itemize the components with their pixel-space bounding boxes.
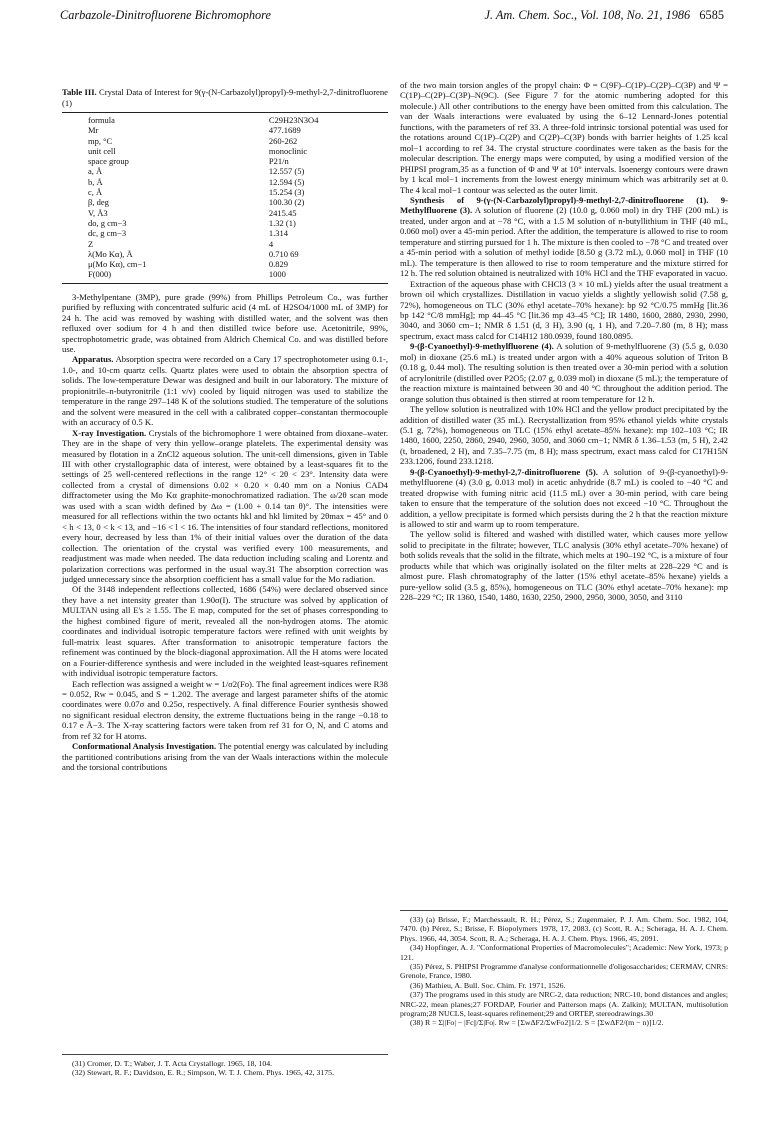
property-name: μ(Mo Kα), cm−1 xyxy=(88,259,147,270)
page-number: 6585 xyxy=(699,8,724,22)
table-row xyxy=(62,208,388,218)
property-name: formula xyxy=(88,115,115,125)
property-name: F(000) xyxy=(88,269,112,280)
property-value: 1000 xyxy=(268,269,286,280)
ref-31: (31) Cromer, D. T.; Waber, J. T. Acta Crystallogr. 1965, 18, 104. xyxy=(72,1059,273,1068)
property-name: a, Å xyxy=(88,166,103,177)
para-apparatus xyxy=(62,354,388,427)
table-row xyxy=(62,218,388,228)
table-caption-label: Table III. xyxy=(62,87,97,97)
table-row xyxy=(62,177,388,187)
para-dinitro xyxy=(400,467,728,530)
property-value: 1.314 xyxy=(268,228,288,239)
left-footnotes xyxy=(62,1048,388,1078)
property-name: V, Å3 xyxy=(88,207,108,218)
table-row xyxy=(62,239,388,249)
ref-33: (33) (a) Brisse, F.; Marchessault, R. H.; Pérez, S.; Zugenmaier, P. J. Am. Chem. Soc. 1982, 104, 7470. (b) Pérez, S.; Brisse, F. Biopolymers 1978, 17, 2083. (c) Scott, R. A.; Scheraga, H. A. J. Chem. Phys. 1966, 44, 3054. Scott, R. A.; Scheraga, H. A. J. Chem. Phys. 1966, 45, 2091. xyxy=(400,915,728,943)
footnote-rule-right xyxy=(400,910,728,911)
table-row xyxy=(62,125,388,135)
heading-apparatus: Apparatus. xyxy=(72,354,114,365)
ref-37: (37) The programs used in this study are NRC-2, data reduction; NRC-10, bond distances and angles; NRC-22, mean planes;27 FORDAP, Fourier and Patterson maps (A. Zalkin); MULTAN, multisolution program;28 NUCLS, least-squares refinement;29 and ORTEP, stereodrawings.30 xyxy=(400,990,728,1019)
table-row xyxy=(62,259,388,269)
para-xray xyxy=(62,428,388,585)
table-row xyxy=(62,156,388,166)
running-header xyxy=(60,8,724,28)
property-value: 100.30 (2) xyxy=(268,197,305,208)
table-row xyxy=(62,136,388,146)
property-value: monoclinic xyxy=(268,145,308,156)
para-conformational xyxy=(62,741,388,772)
text-synthesis: A solution of fluorene (2) (10.0 g, 0.060 mol) in dry THF (200 mL) is treated, under argon and at −78 °C, with a 1.5 M solution of n-butyllithium in THF (40 mL, 0.060 mol) over a 45-min period. After the addition, the temperature is allowed to rise to room temperature and stirring pursued for 1 h. The mixture is then cooled to −78 °C and treated over a 45-min period with a solution of methyl iodide [8.50 g (3.72 mL), 0.060 mol] in THF (10 mL). The temperature is then allowed to rise to room temperature and the mixture stirred for 12 h. The red solution obtained is neutralized with 10% HCl and the THF evaporated in vacuo. xyxy=(400,205,728,279)
table-top-rule xyxy=(62,112,388,113)
heading-xray: X-ray Investigation. xyxy=(72,427,147,438)
property-name: Z xyxy=(88,238,94,249)
footnote-rule-left xyxy=(62,1054,388,1055)
property-name: unit cell xyxy=(88,145,116,156)
para-cyanoethyl xyxy=(400,341,728,404)
property-value: 2415.45 xyxy=(268,207,297,218)
table-bottom-rule xyxy=(62,283,388,284)
property-value: 12.594 (5) xyxy=(268,176,305,187)
property-name: mp, °C xyxy=(88,135,113,146)
journal-citation xyxy=(484,8,724,23)
property-value: 0.829 xyxy=(268,259,288,270)
property-value: 15.254 (3) xyxy=(268,187,305,198)
heading-conformational: Conformational Analysis Investigation. xyxy=(72,741,217,752)
table-row xyxy=(62,228,388,238)
table-row xyxy=(62,197,388,207)
property-value: 260-262 xyxy=(268,135,298,146)
para-reflections: Of the 3148 independent reflections collected, 1686 (54%) were declared observed since they have a net intensity greater than 1.90σ(I). The structure was solved by application of MULTAN using all E's ≥ 1.55. The E map, computed for the set of phases corresponding to the highest combined figure of merit, revealed all the non-hydrogen atoms. The atomic coordinates and individual isotropic temperature factors were refined with unit weights by full-matrix least squares. After transformation to anisotropic temperature factors the refinement was continued by the block-diagonal approximation. All the H atoms were located on a Fourier-difference synthesis and were included in the weighted least-squares refinement with individual isotropic temperature factors. xyxy=(62,584,388,679)
property-value: 4 xyxy=(268,238,274,249)
ref-35: (35) Pérez, S. PHIPSI Programme d'analyse conformationnelle d'oligosaccharides; CERMAV, CNRS: Grenole, France, 1980. xyxy=(400,962,728,981)
right-footnotes xyxy=(400,904,728,1028)
crystal-data-table xyxy=(62,115,388,280)
heading-synthesis: Synthesis of 9-(γ-(N-Carbazolyl)propyl)-9-methyl-2,7-dinitrofluorene (1). 9-Methylfluorene (3). xyxy=(400,194,728,216)
para-extraction: Extraction of the aqueous phase with CHCl3 (3 × 10 mL) yields after the usual treatment a brown oil which crystallizes. Distillation in vacuo yields a slightly yellowish solid (7.58 g, 72%), homogeneous on TLC (30% ethyl acetate–70% hexane): bp 92 °C/0.75 mmHg [lit.36 bp 142 °C/8 mmHg]; mp 44–45 °C [lit.36 mp 43–45 °C]; IR 1480, 1600, 2880, 2930, 2990, 3040, and 3060 cm−1; NMR δ 1.51 (d, 3 H), 3.90 (q, 1 H), and 7.20–7.80 (m, 8 H); mass spectrum, exact mass calcd for C14H12 180.0939, found 180.0895. xyxy=(400,278,728,341)
property-name: space group xyxy=(88,156,129,167)
para-synthesis xyxy=(400,195,728,279)
ref-32: (32) Stewart, R. F.; Davidson, E. R.; Simpson, W. T. J. Chem. Phys. 1965, 42, 3175. xyxy=(72,1068,335,1078)
table-row xyxy=(62,269,388,279)
text-dinitro: A solution of 9-(β-cyanoethyl)-9-methylfluorene (4) (3.0 g, 0.013 mol) in acetic anhydride (8.7 mL) is cooled to −40 °C and treated dropwise with fuming nitric acid (11.5 mL) over a 30-min period, with care being taken to ensure that the temperature of the solution does not exceed −10 °C. Throughout the addition, a yellow precipitate is formed which persists during the 2 h that the reaction mixture is allowed to stir and warm up to room temperature. xyxy=(400,466,728,530)
para-yellow-solution: The yellow solution is neutralized with 10% HCl and the yellow product precipitated by the addition of distilled water (35 mL). Recrystallization from 95% ethanol yields white crystals (5.1 g, 72%), homogeneous on TLC (15% ethyl acetate–85% hexane): mp 102–103 °C; IR 1480, 1600, 2250, 2860, 2940, 2960, 3050, and 3060 cm−1; NMR δ 1.36–1.53 (m, 5 H), 2.42 (t, broadened, 2 H), and 7.35–7.75 (m, 8 H); mass spectrum, exact mass calcd for C17H15N 233.1206, found 233.1218. xyxy=(400,404,728,467)
property-name: λ(Mo Kα), Å xyxy=(88,248,133,259)
right-column xyxy=(400,80,728,603)
property-name: Mr xyxy=(88,125,99,136)
table-row xyxy=(62,249,388,259)
property-value: C29H23N3O4 xyxy=(268,115,319,125)
ref-36: (36) Mathieu, A. Bull. Soc. Chim. Fr. 1971, 1526. xyxy=(410,980,566,990)
table-caption xyxy=(62,87,388,108)
journal-name: J. Am. Chem. Soc., Vol. 108, No. 21, 1986 xyxy=(484,8,691,22)
table-row xyxy=(62,146,388,156)
para-torsion: of the two main torsion angles of the propyl chain: Φ = C(9F)–C(1P)–C(2P)–C(3P) and Ψ = C(1P)–C(2P)–C(3P)–N(9C). (See Figure 7 for the atomic numbering adopted for this molecule.) All other contributions to the energy have been omitted from this calculation. The van der Waals interactions were evaluated by using the 6–12 Lennard-Jones potential functions, with the parameters of ref 33. A three-fold intrinsic torsional potential was used for the rotations around C(1P)–C(2P) and C(2P)–C(3P) bonds with barrier heights of 1.25 kcal mol−1 according to ref 34. The crystal structure coordinates were taken as the basis for the molecular description. The energy maps were computed, by using a modified version of the PHIPSI program,35 as a function of Φ and Ψ at 10° intervals. Isoenergy contours were drawn by 1 kcal mol−1 increments from the lowest energy minimum which was arbitrarily set at 0. The 4 kcal mol−1 contour was selected as the outer limit. xyxy=(400,80,728,195)
table-row xyxy=(62,115,388,125)
property-name: β, deg xyxy=(88,197,109,208)
property-name: c, Å xyxy=(88,187,103,198)
left-column xyxy=(62,87,388,773)
property-name: do, g cm−3 xyxy=(88,217,127,228)
text-conformational: The potential energy was calculated by including the partitioned contributions arising from the van der Waals interactions within the molecule and the torsional contributions xyxy=(62,741,388,773)
property-value: P21/n xyxy=(268,156,289,167)
property-name: dc, g cm−3 xyxy=(88,228,127,239)
running-title: Carbazole-Dinitrofluorene Bichromophore xyxy=(60,8,271,22)
ref-34: (34) Hopfinger, A. J. "Conformational Properties of Macromolecules"; Academic: New York, 1973; p 121. xyxy=(400,943,728,962)
crystal-data-body xyxy=(62,115,388,280)
heading-dinitro: 9-(β-Cyanoethyl)-9-methyl-2,7-dinitrofluorene (5). xyxy=(410,466,598,477)
ref-38: (38) R = Σ||Fo| − |Fc||/Σ|Fo|. Rw = [ΣwΔF2/ΣwFo2]1/2. S = [ΣwΔF2/(m − n)]1/2. xyxy=(410,1018,664,1028)
para-weights: Each reflection was assigned a weight w = 1/σ2(Fo). The final agreement indices were R38 = 0.052, Rw = 0.045, and S = 1.202. The average and largest parameter shifts of the atomic coordinates were 0.07σ and 0.25σ, respectively. A final difference Fourier synthesis showed no significant residual electron density, the extreme fluctuations being in the range −0.18 to 0.17 e Å−3. The X-ray scattering factors were taken from ref 31 for O, N, and C atoms and from ref 32 for H atoms. xyxy=(62,678,388,741)
text-xray: Crystals of the bichromophore 1 were obtained from dioxane–water. They are in the shape of very thin yellow–orange platelets. The experimental density was measured by flotation in a ZnCl2 aqueous solution. The unit-cell dimensions, given in Table III with other crystallographic data of interest, were obtained by a least-squares fit to the settings of 25 well-centered reflections in the range 12° < 2θ < 23°. Intensity data were collected from a crystal of dimensions 0.02 × 0.20 × 0.40 mm on a Nonius CAD4 diffractometer using the Mo Kα graphite-monochromatized radiation. The ω/2θ scan mode was used with a scan width defined by Δω = (1.00 + 0.14 tan θ)°. The intensities were measured for all reflections within the two octants hkl and hkl limited by 2θmax = 45° and 0 < h < 13, 0 < k < 13, and −16 < l < 16. The intensities of four standard reflections, monitored every hour, decreased by less than 1% of their initial values over the duration of the data collection. The orientation of the crystal was verified every 100 measurements, and readjustment was made when needed. The data reduction including scaling and Lorentz and polarization corrections was performed in the usual way.31 The absorption correction was judged unnecessary since the absorption coefficient has a small value for the Mo radiation. xyxy=(62,427,389,584)
para-solvents: 3-Methylpentane (3MP), pure grade (99%) from Phillips Petroleum Co., was further purified by refluxing with concentrated sulfuric acid (4 mL of H2SO4/1000 mL of 3MP) for 24 h. The acid was removed by washing with distilled water, and the solvent was then refluxed over sodium for 4 h and then distilled twice before use. Acetonitrile, 99%, spectrophotometric grade, was obtained from Aldrich Chemical Co. and was distilled before use. xyxy=(62,291,388,355)
property-value: 477.1689 xyxy=(268,125,301,136)
text-apparatus: Absorption spectra were recorded on a Cary 17 spectrophotometer using 0.1-, 1.0-, and 10-cm quartz cells. Quartz plates were used to obtain the absorption spectra of solids. The low-temperature Dewar was designed and built in our laboratory. The mixture of propionitrile–n-butyronitrile (1:1 v/v) cooled by liquid nitrogen was used to stabilize the temperature in the range 297–148 K of the solutions studied. The temperature of the solutions and the solvent were measured in the cell with a calibrated copper–constantan thermocouple with an accuracy of 0.5 K. xyxy=(62,354,388,428)
property-value: 1.32 (1) xyxy=(268,217,296,228)
table-caption-text: Crystal Data of Interest for 9(γ-(N-Carbazolyl)propyl)-9-methyl-2,7-dinitrofluorene (1) xyxy=(62,87,388,108)
property-value: 12.557 (5) xyxy=(268,166,305,177)
table-row xyxy=(62,166,388,176)
heading-cyanoethyl: 9-(β-Cyanoethyl)-9-methylfluorene (4). xyxy=(410,341,554,352)
table-row xyxy=(62,187,388,197)
property-name: b, Å xyxy=(88,176,103,187)
property-value: 0.710 69 xyxy=(268,248,299,259)
para-yellow-solid: The yellow solid is filtered and washed with distilled water, which causes more yellow solid to precipitate in the filtrate; however, TLC analysis (30% ethyl acetate–70% hexane) of both solids reveals that the solid in the filtrate, which melts at 190–192 °C, is a mixture of four products while that which was originally isolated on the filter melts at 228–229 °C and is almost pure. Flash chromatography of the latter (15% ethyl acetate–85% hexane) yields a pure-yellow solid (3.5 g, 85%), homogeneous on TLC (30% ethyl acetate–70% hexane): mp 228–229 °C; IR 1360, 1540, 1480, 1630, 2250, 2900, 2950, 3000, 3050, and 3110 xyxy=(400,529,728,603)
text-cyanoethyl: A solution of 9-methylfluorene (3) (5.5 g, 0.030 mol) in dioxane (25.6 mL) is treated under argon with a 40% aqueous solution of Triton B (0.18 g, 0.44 mol). The resulting solution is then treated over a 30-min period with a solution of acrylonitrile (distilled over P2O5; (2.07 g, 0.039 mol) in dioxane (5 mL); the temperature of the reaction mixture is maintained between 30 and 40 °C throughout the addition period. The orange solution thus obtained is then stirred at room temperature for 12 h. xyxy=(400,341,728,404)
